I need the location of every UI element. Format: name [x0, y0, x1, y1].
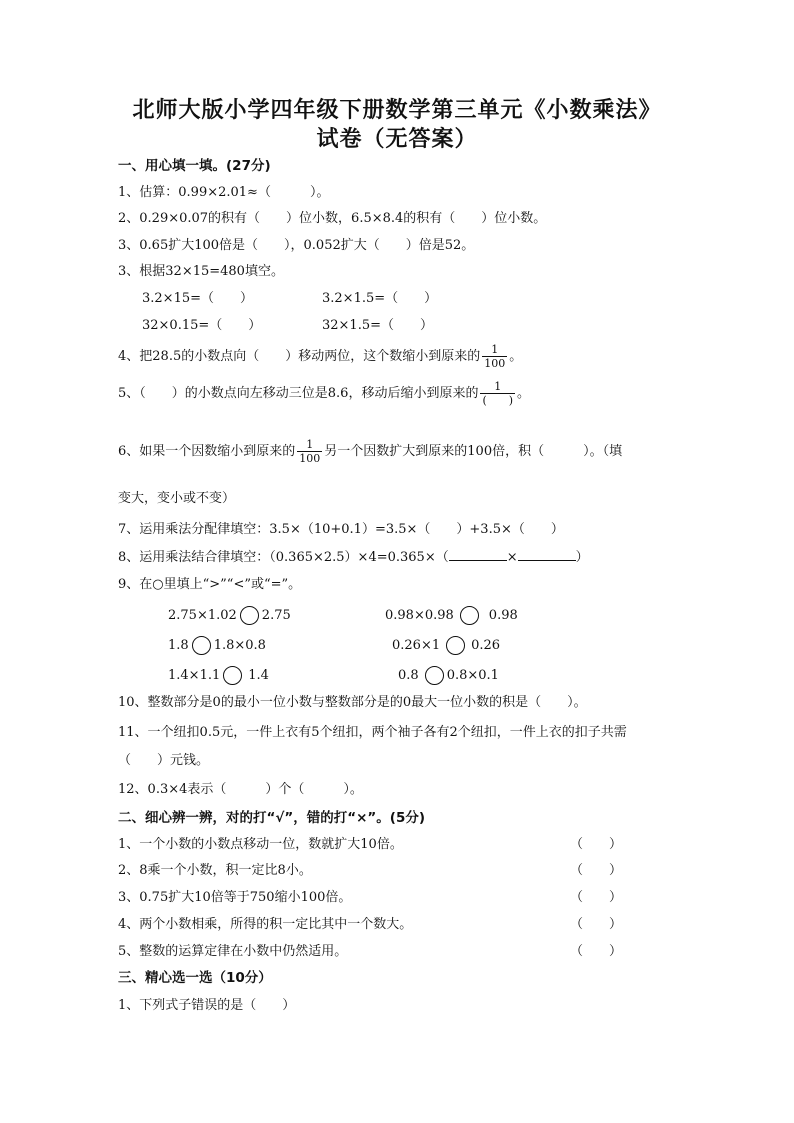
- question-2: 2、0.29×0.07的积有（ ）位小数，6.5×8.4的积有（ ）位小数。: [118, 211, 547, 226]
- answer-bracket: （ ）: [570, 917, 623, 932]
- answer-bracket: （ ）: [570, 944, 623, 959]
- fraction-numerator: 1: [491, 343, 499, 356]
- question-9: 9、在○里填上“>”“<”或“=”。: [118, 577, 302, 592]
- question-11: 11、一个纽扣0.5元，一件上衣有5个纽扣，两个袖子各有2个纽扣，一件上衣的扣子共需: [118, 725, 627, 740]
- compare-left: 0.26×1: [392, 638, 441, 653]
- question-10: 10、整数部分是0的最小一位小数与整数部分是的0最大一位小数的积是（ ）。: [118, 695, 587, 710]
- judge-item: 1、一个小数的小数点移动一位，数就扩大10倍。: [118, 837, 403, 852]
- compare-item: [392, 636, 500, 655]
- q5-end: 。: [517, 386, 531, 401]
- answer-bracket: （ ）: [570, 863, 623, 878]
- fraction-denominator: ( ): [482, 394, 514, 407]
- question-5: [118, 380, 530, 407]
- answer-bracket: （ ）: [570, 837, 623, 852]
- compare-item: [398, 666, 499, 685]
- question-3: 3、0.65扩大100倍是（ ），0.052扩大（ ）倍是52。: [118, 238, 475, 253]
- compare-item: [168, 606, 291, 625]
- q3b-item: 32×1.5=（ ）: [322, 318, 434, 333]
- circle-blank: [192, 636, 211, 655]
- choice-question-1: 1、下列式子错误的是（ ）: [118, 998, 296, 1013]
- fraction: [482, 343, 507, 370]
- circle-blank: [240, 606, 259, 625]
- compare-item: [168, 666, 269, 685]
- fraction-denominator: 100: [484, 357, 506, 370]
- judge-item: 4、两个小数相乘，所得的积一定比其中一个数大。: [118, 917, 413, 932]
- circle-blank: [425, 666, 444, 685]
- answer-blank: [518, 548, 576, 561]
- answer-blank: [449, 548, 507, 561]
- question-8: [118, 548, 589, 567]
- compare-left: 0.8: [398, 668, 419, 683]
- section1-heading: 一、用心填一填。(27分): [118, 158, 271, 174]
- compare-left: 0.98×0.98: [385, 608, 454, 623]
- question-12: 12、0.3×4表示（ ）个（ ）。: [118, 782, 363, 797]
- page-title-line1: 北师大版小学四年级下册数学第三单元《小数乘法》: [132, 98, 662, 123]
- q8-text: 8、运用乘法结合律填空：（0.365×2.5）×4=0.365×（: [118, 550, 449, 565]
- circle-blank: [223, 666, 242, 685]
- compare-right: 0.98: [488, 608, 518, 623]
- section2-heading: 二、细心辨一辨，对的打“√”，错的打“×”。(5分): [118, 810, 426, 826]
- q6-text-b: 另一个因数扩大到原来的100倍，积（ ）。（填: [324, 444, 623, 459]
- judge-item: 3、0.75扩大10倍等于750缩小100倍。: [118, 890, 352, 905]
- question-7: 7、运用乘法分配律填空：3.5×（10+0.1）=3.5×（ ）+3.5×（ ）: [118, 522, 564, 537]
- circle-blank: [446, 636, 465, 655]
- compare-left: 2.75×1.02: [168, 608, 237, 623]
- circle-blank: [460, 606, 479, 625]
- fraction: [297, 438, 322, 465]
- fraction-numerator: 1: [494, 380, 502, 393]
- q3b-item: 3.2×15=（ ）: [142, 291, 254, 306]
- q3b-item: 3.2×1.5=（ ）: [322, 291, 438, 306]
- q6-text: 6、如果一个因数缩小到原来的: [118, 444, 296, 459]
- page-title-line2: 试卷（无答案）: [316, 127, 478, 152]
- fraction-denominator: 100: [299, 452, 321, 465]
- question-3b: 3、根据32×15=480填空。: [118, 264, 284, 279]
- question-6: [118, 438, 622, 465]
- q4-text: 4、把28.5的小数点向（ ）移动两位，这个数缩小到原来的: [118, 349, 481, 364]
- compare-item: [385, 606, 518, 625]
- judge-item: 5、整数的运算定律在小数中仍然适用。: [118, 944, 348, 959]
- answer-bracket: （ ）: [570, 890, 623, 905]
- fraction-numerator: 1: [306, 438, 314, 451]
- q4-end: 。: [509, 349, 523, 364]
- judge-item: 2、8乘一个小数，积一定比8小。: [118, 863, 312, 878]
- compare-left: 1.8: [168, 638, 189, 653]
- section3-heading: 三、精心选一选（10分）: [118, 970, 272, 986]
- question-1: 1、估算：0.99×2.01≈（ ）。: [118, 185, 330, 200]
- compare-right: 0.8×0.1: [446, 668, 499, 683]
- question-11-cont: （ ）元钱。: [118, 753, 210, 768]
- q8-end: ）: [575, 550, 589, 565]
- compare-item: [168, 636, 266, 655]
- compare-right: 1.4: [248, 668, 269, 683]
- question-6-cont: 变大，变小或不变）: [118, 491, 236, 506]
- fraction: [480, 380, 515, 407]
- compare-right: 0.26: [471, 638, 501, 653]
- question-4: [118, 343, 522, 370]
- compare-right: 2.75: [261, 608, 291, 623]
- compare-right: 1.8×0.8: [213, 638, 266, 653]
- compare-left: 1.4×1.1: [168, 668, 221, 683]
- q3b-item: 32×0.15=（ ）: [142, 318, 262, 333]
- q8-times: ×: [506, 550, 518, 565]
- q5-text: 5、（ ）的小数点向左移动三位是8.6，移动后缩小到原来的: [118, 386, 479, 401]
